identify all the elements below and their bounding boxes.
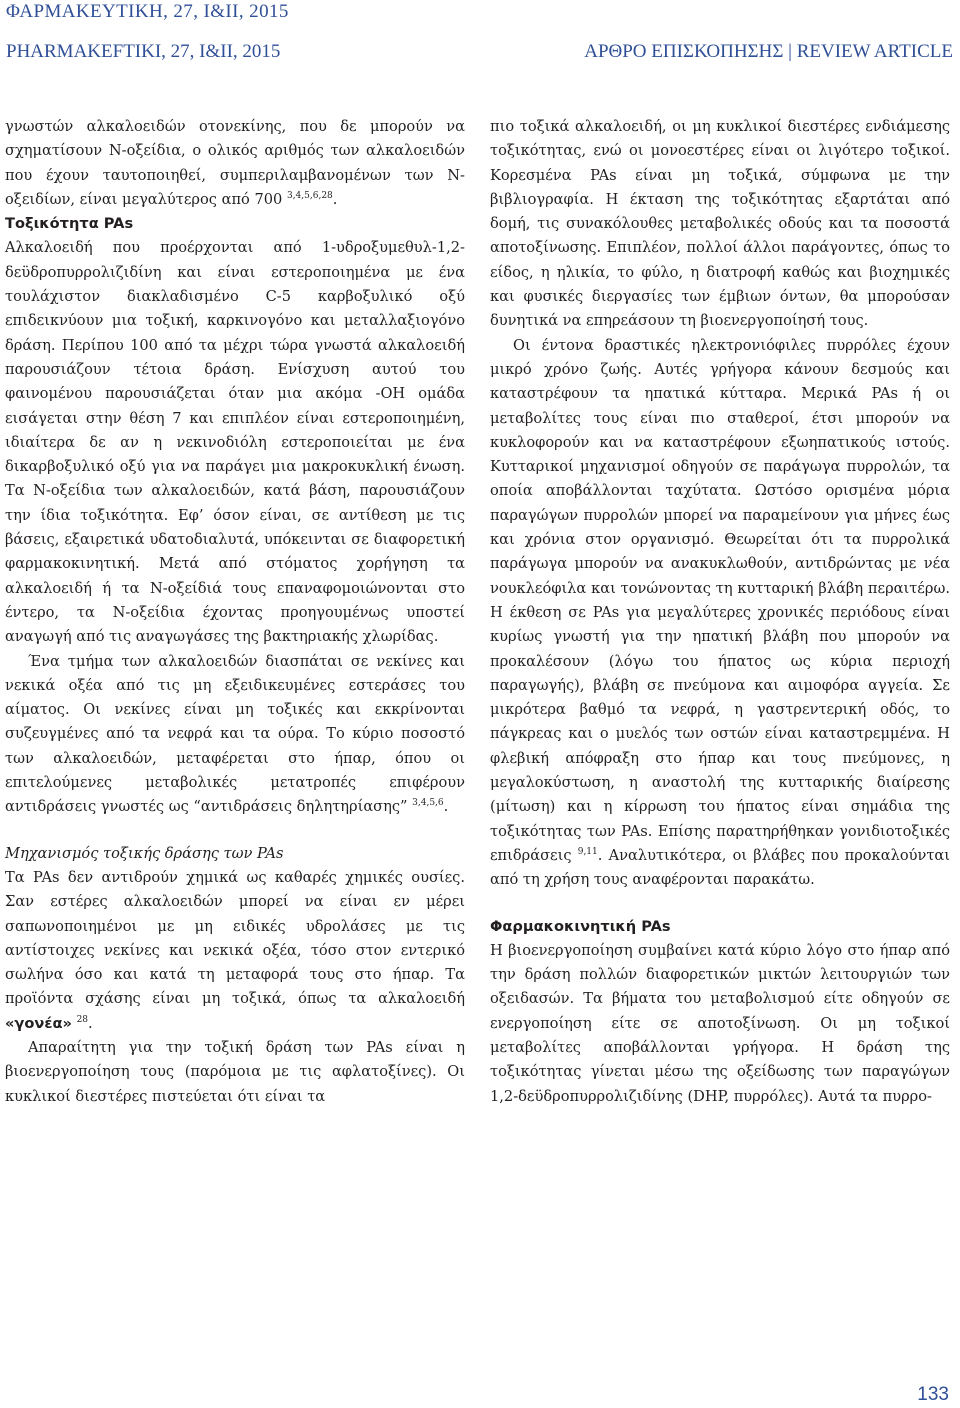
paragraph-text: Οι έντονα δραστικές ηλεκτρονιόφιλες πυρρόλες έχουν μικρό χρόνο ζωής. Αυτές γρήγορα κάνουν δεσμούς και καταστρέφουν τα ηπατικά κύτταρα. Μερικά PAs ή οι μεταβολίτες τους είναι πιο σταθεροί, έτσι μπορούν να κυκλοφορούν και να καταστρέφουν εξωηπατικούς ιστούς. Κυτταρικοί μηχανισμοί οδηγούν σε παράγωγα πυρρολών, τα οποία αποβάλλονται ταχύτατα. Ωστόσο ορισμένα μόρια παραγώγων πυρρολών μπορεί να παραμείνουν για μήνες έως και χρόνια στον οργανισμό. Θεωρείται ότι τα πυρρολικά παράγωγα μπορούν να ανακυκλωθούν, αντιδρώντας με νέα νουκλεόφιλα και τονώνοντας τη κυτταρική βλάβη περαιτέρω. Η έκθεση σε PAs για μεγαλύτερες χρονικές περιόδους είναι κυρίως γνωστή για την ηπατική βλάβη που μπορούν να προκαλέσουν (λόγω του ήπατος ως κύρια περιοχή παραγωγής), βλάβη σε πνεύμονα και αιμοφόρα αγγεία. Σε μικρότερα βαθμό τα νεφρά, η γαστρεντερική οδός, το πάγκρεας και ο μυελός των οστών είναι καταστρεμμένα. Η φλεβική απόφραξη στο ήπαρ και τους πνεύμονες, η μεγαλοκύστωση, η αναστολή της κυτταρικής διαίρεσης (μίτωση) και η κίρρωση του ήπατος είναι σημάδια της τοξικότητας των PAs. Επίσης παρατηρήθηκαν γονιδιοτοξικές επιδράσεις: [490, 336, 950, 864]
paragraph-text: . Αναλυτικότερα, οι βλάβες που προκαλούνται από τη χρήση τους αναφέρονται παρακάτω.: [490, 846, 951, 889]
journal-title-english: PHARMAKEFTIKI, 27, I&II, 2015: [6, 41, 281, 62]
paragraph-pyrroles: [490, 334, 950, 893]
punctuation: .: [88, 1014, 93, 1032]
page-number: 133: [917, 1384, 949, 1405]
paragraph-text: γνωστών αλκαλοειδών οτονεκίνης, που δε μπορούν να σχηματίσουν Ν-οξείδια, ο ολικός αριθμός των αλκαλοειδών που έχουν ταυτοποιηθεί, συμπεριλαμβανομένων των Ν-οξειδίων, είναι μεγαλύτερος από 700: [5, 118, 465, 208]
citation-ref: 3,4,5,6,28: [286, 191, 333, 202]
journal-title-greek: ΦΑΡΜΑΚΕΥΤΙΚΗ, 27, I&II, 2015: [6, 1, 289, 22]
paragraph-toxicity-ranking: πιο τοξικά αλκαλοειδή, οι μη κυκλικοί διεστέρες ενδιάμεσης τοξικότητας, ενώ οι μονοεστέρες είναι οι λιγότερο τοξικοί. Κορεσμένα PAs είναι μη τοξικά, σύμφωνα με την βιβλιογραφία. Η έκταση της τοξικότητας εξαρτάται από δομή, τις συνακόλουθες μεταβολικές οδούς και τα ποσοστά αποτοξίνωσης. Επιπλέον, πολλοί άλλοι παράγοντες, όπως το είδος, η ηλικία, το φύλο, η διατροφή καθώς και βιοχημικές και φυσικές διεργασίες των έμβιων όντων, θα μπορούσαν δυνητικά να επηρεάσουν τη βιοενεργοποίησή τους.: [490, 118, 950, 330]
paragraph-text: Τα PAs δεν αντιδρούν χημικά ως καθαρές χημικές ουσίες. Σαν εστέρες αλκαλοειδών μπορεί να είναι εν μέρει σαπωνοποιημένοι με μη ειδικές υδρολάσες με τις αντίστοιχες νεκίνες και νεκικά οξέα, τόσο στον εντερικό σωλήνα όσο και κατά τη μεταφορά τους στο ήπαρ. Τα προϊόντα σχάσης είναι μη τοξικά, όπως τα αλκαλοειδή: [5, 868, 465, 1008]
punctuation: .: [332, 190, 338, 208]
spacer: [5, 820, 465, 842]
paragraph-intro-continued: [5, 115, 465, 212]
section-heading-pharmacokinetics: Φαρμακοκινητική PAs: [490, 917, 671, 935]
citation-ref: 28: [76, 1014, 89, 1025]
paragraph-metabolism: [5, 650, 465, 820]
section-heading-mechanism: Μηχανισμός τοξικής δράσης των PAs: [5, 844, 284, 862]
left-column: [5, 115, 465, 1109]
paragraph-toxicity: Αλκαλοειδή που προέρχονται από 1-υδροξυμεθυλ-1,2-δεϋδροπυρρολιζιδίνη και είναι εστεροποιημένα με ένα τουλάχιστον διακλαδισμένο C-5 καρβοξυλικό οξύ επιδεικνύουν μια τοξική, καρκινογόνο και μεταλλαξιογόνο δράση. Περίπου 100 από τα μέχρι τώρα γνωστά αλκαλοειδή παρουσιάζουν τέτοια δράση. Ενίσχυση αυτού του φαινομένου παρουσιάζεται όταν μια ακόμα -ΟΗ ομάδα εισάγεται στην θέση 7 και επιπλέον είναι εστεροποιημένη, ιδιαίτερα δε αν η νεκινοδιόλη εστεροποιείται με ένα δικαρβοξυλικό οξύ για να παράγει μια μακροκυκλική ένωση. Τα Ν-οξείδια των αλκαλοειδών, κατά βάση, παρουσιάζουν την ίδια τοξικότητα. Εφ’ όσον είναι, σε αντίθεση με τις βάσεις, εξαιρετικά υδατοδιαλυτά, υπόκεινται σε διαφορετική φαρμακοκινητική. Μετά από στόματος χορήγηση τα αλκαλοειδή ή τα Ν-οξείδιά τους επαναφομοιώνονται στο έντερο, τα Ν-οξείδια έχοντας προηγουμένως υποστεί αναγωγή από τις αναγωγάσες της βακτηριακής χλωρίδας.: [5, 239, 465, 646]
section-heading-toxicity: Τοξικότητα PAs: [5, 215, 134, 233]
paragraph-mechanism: [5, 866, 465, 1036]
citation-ref: 3,4,5,6: [412, 798, 444, 809]
paragraph-text: Ένα τμήμα των αλκαλοειδών διασπάται σε νεκίνες και νεκικά οξέα από τις μη εξειδικευμένες εστεράσες του αίματος. Οι νεκίνες είναι μη τοξικές και εκκρίνονται συζευγμένες από τα νεφρά και τα ούρα. Το κύριο ποσοστό των αλκαλοειδών, μεταφέρεται στο ήπαρ, όπου οι επιτελούμενες μεταβολικές μετατροπές επιφέρουν αντιδράσεις γνωστές ως “αντιδράσεις δηλητηρίασης”: [5, 652, 465, 816]
spacer: [490, 893, 950, 915]
paragraph-pharmacokinetics: Η βιοενεργοποίηση συμβαίνει κατά κύριο λόγο στο ήπαρ από την δράση πολλών διαφορετικών μικτών λειτουργιών των οξειδασών. Τα βήματα του μεταβολισμού είτε οδηγούν σε ενεργοποίηση είτε σε αποτοξίνωση. Οι μη τοξικοί μεταβολίτες αποβάλλονται γρήγορα. Η δράση της τοξικότητας γίνεται μέσω της οξείδωσης των παραγώγων 1,2-δεϋδροπυρρολιζιδίνης (DHP, πυρρόλες). Αυτά τα πυρρο-: [490, 941, 950, 1105]
citation-ref: 9,11: [577, 847, 598, 858]
right-column: [490, 115, 950, 1109]
article-type-label: ΑΡΘΡΟ ΕΠΙΣΚΟΠΗΣΗΣ | REVIEW ARTICLE: [584, 41, 953, 62]
punctuation: .: [443, 798, 449, 816]
highlighted-term: «γονέα»: [5, 1014, 72, 1032]
paragraph-bioactivation: Απαραίτητη για την τοξική δράση των PAs είναι η βιοενεργοποίηση τους (παρόμοια με τις αφλατοξίνες). Οι κυκλικοί διεστέρες πιστεύεται ότι είναι τα: [5, 1038, 465, 1105]
